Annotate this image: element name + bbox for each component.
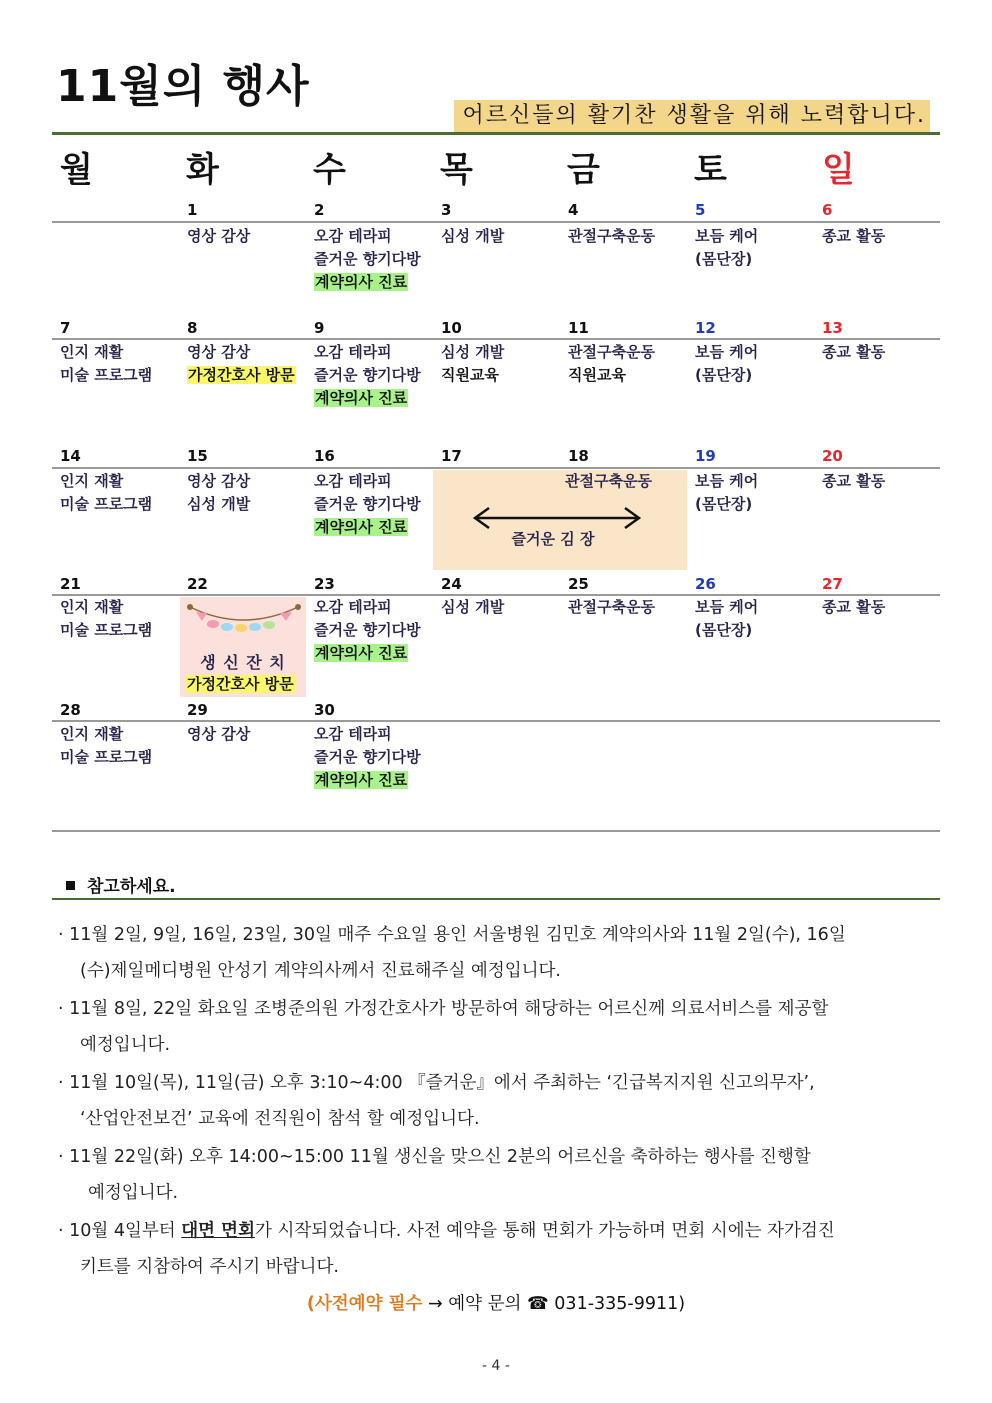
event-item: 가정간호사 방문 xyxy=(188,366,295,384)
event-item: 미술 프로그램 xyxy=(60,621,153,639)
event-item: 영상 감상 xyxy=(187,472,251,490)
event-item: 영상 감상 xyxy=(187,227,251,245)
notes-heading xyxy=(66,872,176,897)
nurse-visit-label: 가정간호사 방문 xyxy=(187,675,294,693)
day-events xyxy=(568,341,695,387)
day-number: 30 xyxy=(314,701,335,719)
day-number: 8 xyxy=(187,319,198,337)
event-item: 오감 테라피 xyxy=(314,598,392,616)
bunting-garland-icon xyxy=(180,599,306,639)
day-events xyxy=(441,225,568,248)
header-divider xyxy=(52,132,940,135)
event-item: 오감 테라피 xyxy=(314,227,392,245)
day-events xyxy=(695,225,822,271)
weekday-mon: 월 xyxy=(60,150,93,190)
day-events xyxy=(568,596,695,619)
page-number: - 4 - xyxy=(482,1358,510,1374)
event-item: 심성 개발 xyxy=(441,598,505,616)
weekday-thu: 목 xyxy=(440,150,473,190)
notes-heading-text: 참고하세요. xyxy=(87,877,176,897)
weekday-tue: 화 xyxy=(186,150,219,190)
event-item: (몸단장) xyxy=(695,495,753,513)
event-item: 직원교육 xyxy=(568,366,626,384)
event-item: 오감 테라피 xyxy=(314,725,392,743)
day-number: 4 xyxy=(568,201,579,219)
event-item: 계약의사 진료 xyxy=(315,771,408,789)
event-item: 오감 테라피 xyxy=(314,472,392,490)
day-events xyxy=(314,470,441,539)
event-item: 관절구축운동 xyxy=(568,598,655,616)
event-item: 즐거운 향기다방 xyxy=(314,621,421,639)
note-item xyxy=(58,917,928,989)
week2-divider xyxy=(52,338,940,340)
day-events xyxy=(822,470,949,493)
note-line: (수)제일메디병원 안성기 계약의사께서 진료해주실 예정입니다. xyxy=(80,961,561,981)
day-events xyxy=(822,596,949,619)
day-number: 10 xyxy=(441,319,462,337)
note-line: 예정입니다. xyxy=(88,1183,179,1203)
day-events xyxy=(60,723,187,769)
day-number: 13 xyxy=(822,319,843,337)
weekday-sat: 토 xyxy=(694,150,727,190)
day-events xyxy=(314,341,441,410)
note-line: 키트를 지참하여 주시기 바랍니다. xyxy=(80,1257,339,1277)
note-item xyxy=(58,1065,928,1137)
event-item: 미술 프로그램 xyxy=(60,495,153,513)
note-line: · 10월 4일부터 대면 면회가 시작되었습니다. 사전 예약을 통해 면회가 가능하며 면회 시에는 자가검진 xyxy=(58,1221,835,1241)
day-events xyxy=(60,470,187,516)
event-item: (몸단장) xyxy=(695,250,753,268)
event-item: 즐거운 향기다방 xyxy=(314,250,421,268)
event-item: 계약의사 진료 xyxy=(315,644,408,662)
event-item: 인지 재활 xyxy=(60,598,124,616)
day-events xyxy=(441,596,568,619)
event-item: 보듬 케어 xyxy=(695,343,759,361)
slogan-banner: 어르신들의 활기찬 생활을 위해 노력합니다. xyxy=(454,100,930,132)
birthday-label: 생 신 잔 치 xyxy=(200,653,286,672)
note-line: · 11월 10일(목), 11일(금) 오후 3:10~4:00 『즐거운』에서 주최하는 ‘긴급복지지원 신고의무자’, xyxy=(58,1073,815,1093)
week1-divider xyxy=(52,221,940,223)
day-events xyxy=(60,341,187,387)
event-item: 영상 감상 xyxy=(187,343,251,361)
day-number: 16 xyxy=(314,447,335,465)
event-item: 오감 테라피 xyxy=(314,343,392,361)
day-number: 3 xyxy=(441,201,452,219)
reservation-contact: (사전예약 필수 → 예약 문의 ☎ 031-335-9911) xyxy=(306,1294,686,1314)
week5-divider xyxy=(52,720,940,722)
day-number: 27 xyxy=(822,575,843,593)
day-number: 22 xyxy=(187,575,208,593)
event-item: 관절구축운동 xyxy=(568,227,655,245)
day-number: 24 xyxy=(441,575,462,593)
day-number: 26 xyxy=(695,575,716,593)
note-item xyxy=(58,991,928,1063)
in-person-visit-emphasis: 대면 면회 xyxy=(181,1221,255,1241)
day-number: 2 xyxy=(314,201,325,219)
weekday-sun: 일 xyxy=(822,150,855,190)
event-item: (몸단장) xyxy=(695,366,753,384)
notes-divider xyxy=(52,898,940,900)
day-number: 18 xyxy=(568,447,589,465)
event-item: 즐거운 향기다방 xyxy=(314,748,421,766)
event-item: 계약의사 진료 xyxy=(315,389,408,407)
page-title: 11월의 행사 xyxy=(56,61,310,112)
day-number: 1 xyxy=(187,201,198,219)
day-events xyxy=(187,470,314,516)
day-events xyxy=(187,723,314,746)
day-number: 17 xyxy=(441,447,462,465)
event-item: (몸단장) xyxy=(695,621,753,639)
event-item: 영상 감상 xyxy=(187,725,251,743)
day-events xyxy=(565,470,692,493)
note-line: · 11월 2일, 9일, 16일, 23일, 30일 매주 수요일 용인 서울병원 김민호 계약의사와 11월 2일(수), 16일 xyxy=(58,925,846,945)
day-number: 14 xyxy=(60,447,81,465)
day-events xyxy=(695,596,822,642)
event-item: 관절구축운동 xyxy=(568,343,655,361)
birthday-event-block xyxy=(180,597,306,697)
day-number: 12 xyxy=(695,319,716,337)
day-number: 11 xyxy=(568,319,589,337)
square-bullet-icon xyxy=(66,881,75,890)
day-events xyxy=(314,225,441,294)
day-number: 21 xyxy=(60,575,81,593)
event-item: 보듬 케어 xyxy=(695,598,759,616)
day-number: 20 xyxy=(822,447,843,465)
weekday-wed: 수 xyxy=(313,150,346,190)
event-item: 종교 활동 xyxy=(822,598,886,616)
day-events xyxy=(314,596,441,665)
note-item xyxy=(58,1213,928,1285)
day-number: 7 xyxy=(60,319,71,337)
event-item: 인지 재활 xyxy=(60,725,124,743)
event-item: 인지 재활 xyxy=(60,343,124,361)
event-item: 심성 개발 xyxy=(187,495,251,513)
event-item: 보듬 케어 xyxy=(695,472,759,490)
day-events xyxy=(568,225,695,248)
day-events xyxy=(822,225,949,248)
day-events xyxy=(187,341,314,387)
note-item xyxy=(58,1139,928,1211)
note-line: · 11월 8일, 22일 화요일 조병준의원 가정간호사가 방문하여 해당하는 어르신께 의료서비스를 제공할 xyxy=(58,999,829,1019)
day-number: 15 xyxy=(187,447,208,465)
day-events xyxy=(187,225,314,248)
event-item: 심성 개발 xyxy=(441,343,505,361)
calendar-bottom-divider xyxy=(52,830,940,832)
event-item: 계약의사 진료 xyxy=(315,273,408,291)
day-number: 28 xyxy=(60,701,81,719)
event-item: 관절구축운동 xyxy=(565,472,652,490)
day-number: 6 xyxy=(822,201,833,219)
event-item: 미술 프로그램 xyxy=(60,366,153,384)
day-events xyxy=(314,723,441,792)
event-item: 종교 활동 xyxy=(822,472,886,490)
day-events xyxy=(695,341,822,387)
note-line: · 11월 22일(화) 오후 14:00~15:00 11월 생신을 맞으신 2분의 어르신을 축하하는 행사를 진행할 xyxy=(58,1147,811,1167)
day-number: 19 xyxy=(695,447,716,465)
note-line: 예정입니다. xyxy=(80,1035,171,1055)
kimjang-label: 즐거운 김 장 xyxy=(511,530,595,548)
event-item: 즐거운 향기다방 xyxy=(314,495,421,513)
event-item: 보듬 케어 xyxy=(695,227,759,245)
day-number: 5 xyxy=(695,201,706,219)
day-number: 29 xyxy=(187,701,208,719)
weekday-fri: 금 xyxy=(567,150,600,190)
week3-divider xyxy=(52,467,940,469)
event-item: 즐거운 향기다방 xyxy=(314,366,421,384)
day-events xyxy=(60,596,187,642)
day-number: 25 xyxy=(568,575,589,593)
day-events xyxy=(441,341,568,387)
event-item: 직원교육 xyxy=(441,366,499,384)
event-item: 인지 재활 xyxy=(60,472,124,490)
day-events xyxy=(695,470,822,516)
event-item: 계약의사 진료 xyxy=(315,518,408,536)
note-line: ‘산업안전보건’ 교육에 전직원이 참석 할 예정입니다. xyxy=(80,1109,480,1129)
day-number: 9 xyxy=(314,319,325,337)
event-item: 심성 개발 xyxy=(441,227,505,245)
reservation-required: 사전예약 필수 xyxy=(314,1294,423,1314)
event-item: 종교 활동 xyxy=(822,227,886,245)
day-number: 23 xyxy=(314,575,335,593)
event-item: 종교 활동 xyxy=(822,343,886,361)
event-item: 미술 프로그램 xyxy=(60,748,153,766)
day-events xyxy=(822,341,949,364)
